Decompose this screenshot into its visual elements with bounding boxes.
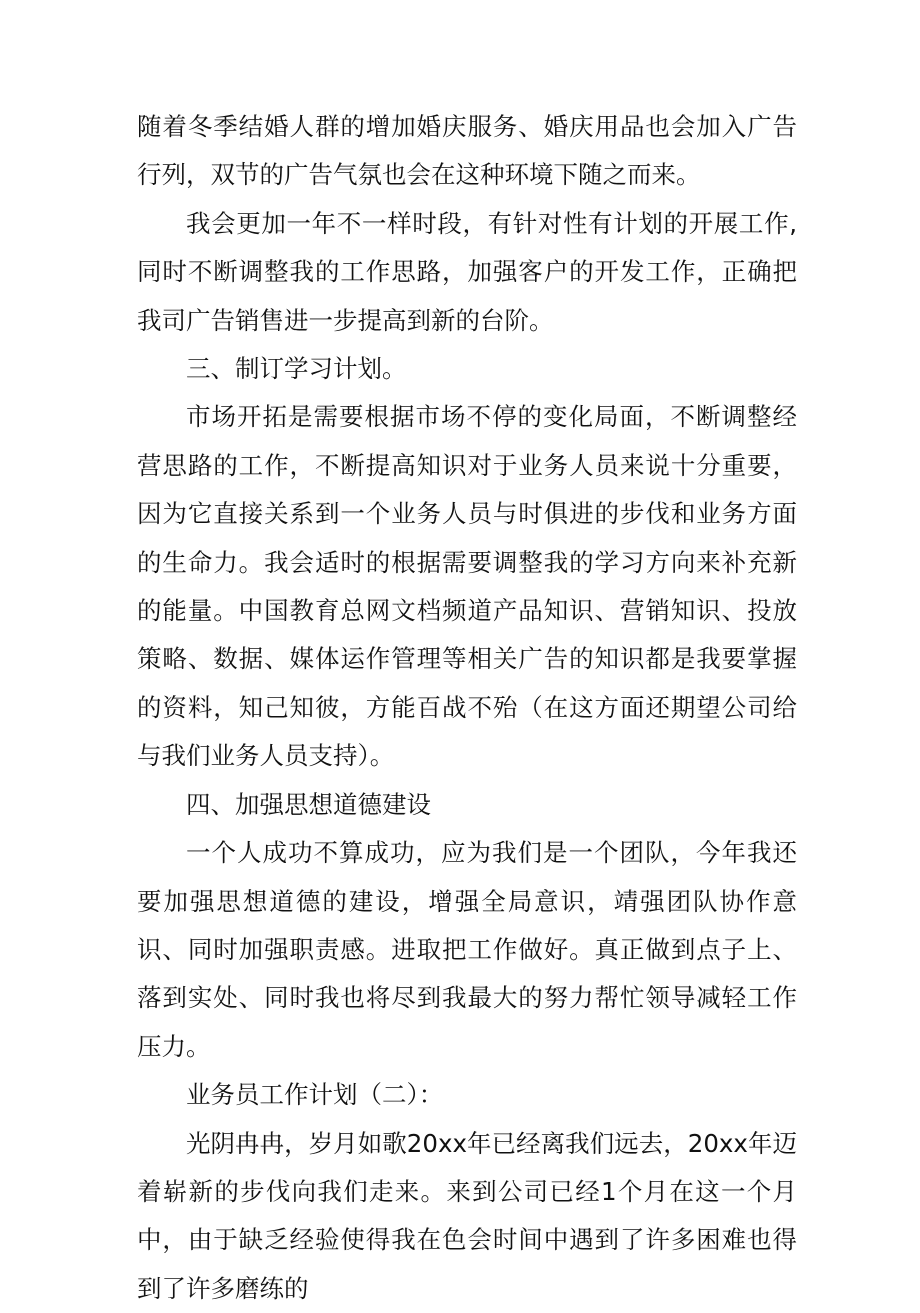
subtitle-plan-two: 业务员工作计划（二）： [186,1080,444,1110]
section-heading-3: 三、制订学习计划。 [186,354,407,384]
document-body [137,103,797,1313]
paragraph-5: 光阴冉冉，岁月如歌20xx年已经离我们远去，20xx年迈着崭新的步伐向我们走来。来到公司已经1个月在这一个月中，由于缺乏经验使得我在色会时间中遇到了许多困难也得到了许多磨练的 [137,1128,797,1303]
paragraph-1: 随着冬季结婚人群的增加婚庆服务、婚庆用品也会加入广告行列，双节的广告气氛也会在这种环境下随之而来。 [137,112,797,190]
paragraph-4: 一个人成功不算成功，应为我们是一个团队，今年我还要加强思想道德的建设，增强全局意识，靖强团队协作意识、同时加强职责感。进取把工作做好。真正做到点子上、落到实处、同时我也将尽到我最大的努力帮忙领导减轻工作压力。 [137,838,797,1061]
section-heading-4: 四、加强思想道德建设 [186,789,431,819]
paragraph-2: 我会更加一年不一样时段，有针对性有计划的开展工作,同时不断调整我的工作思路，加强客户的开发工作，正确把我司广告销售进一步提高到新的台阶。 [137,208,797,335]
paragraph-3: 市场开拓是需要根据市场不停的变化局面，不断调整经营思路的工作，不断提高知识对于业务人员来说十分重要，因为它直接关系到一个业务人员与时俱进的步伐和业务方面的生命力。我会适时的根据需要调整我的学习方向来补充新的能量。中国教育总网文档频道产品知识、营销知识、投放策略、数据、媒体运作管理等相关广告的知识都是我要掌握的资料，知己知彼，方能百战不殆（在这方面还期望公司给与我们业务人员支持）。 [137,402,797,771]
